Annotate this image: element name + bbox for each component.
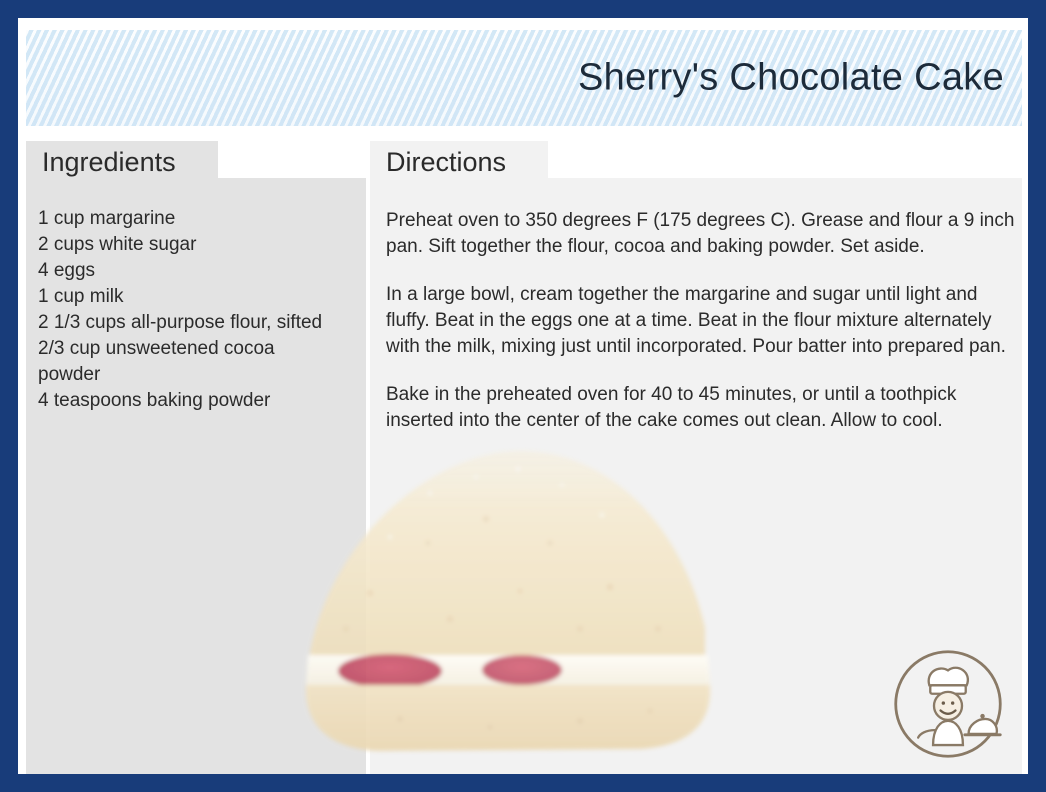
recipe-card [18,18,1028,774]
list-item: 1 cup margarine [38,208,176,229]
directions-tab-label: Directions [386,147,507,177]
ingredients-list [38,206,378,414]
list-item: 4 eggs [38,260,96,281]
directions-text [386,208,1026,456]
list-item: 2 cups white sugar [38,234,197,255]
page-title: Sherry's Chocolate Cake [577,56,1004,99]
list-item: 4 teaspoons baking powder [38,390,271,411]
directions-paragraph: Preheat oven to 350 degrees F (175 degrees C). Grease and flour a 9 inch pan. Sift together the flour, cocoa and baking powder. Set aside. [386,210,1015,257]
directions-tab [370,141,548,183]
list-item: 2/3 cup unsweetened cocoa powder [38,338,275,385]
ingredients-tab [26,141,218,183]
ingredients-tab-label: Ingredients [42,147,176,177]
list-item: 2 1/3 cups all-purpose flour, sifted [38,312,323,333]
chef-with-cloche-logo [892,648,1004,760]
directions-paragraph: Bake in the preheated oven for 40 to 45 minutes, or until a toothpick inserted into the center of the cake comes out clean. Allow to cool. [386,384,957,431]
title-banner [26,30,1022,126]
list-item: 1 cup milk [38,286,124,307]
sponge-cake-slice-photo [250,423,770,773]
directions-paragraph: In a large bowl, cream together the margarine and sugar until light and fluffy. Beat in the eggs one at a time. Beat in the flour mixture alternately with the milk, mixing just until incorporated. Pour batter into prepared pan. [386,284,1006,357]
